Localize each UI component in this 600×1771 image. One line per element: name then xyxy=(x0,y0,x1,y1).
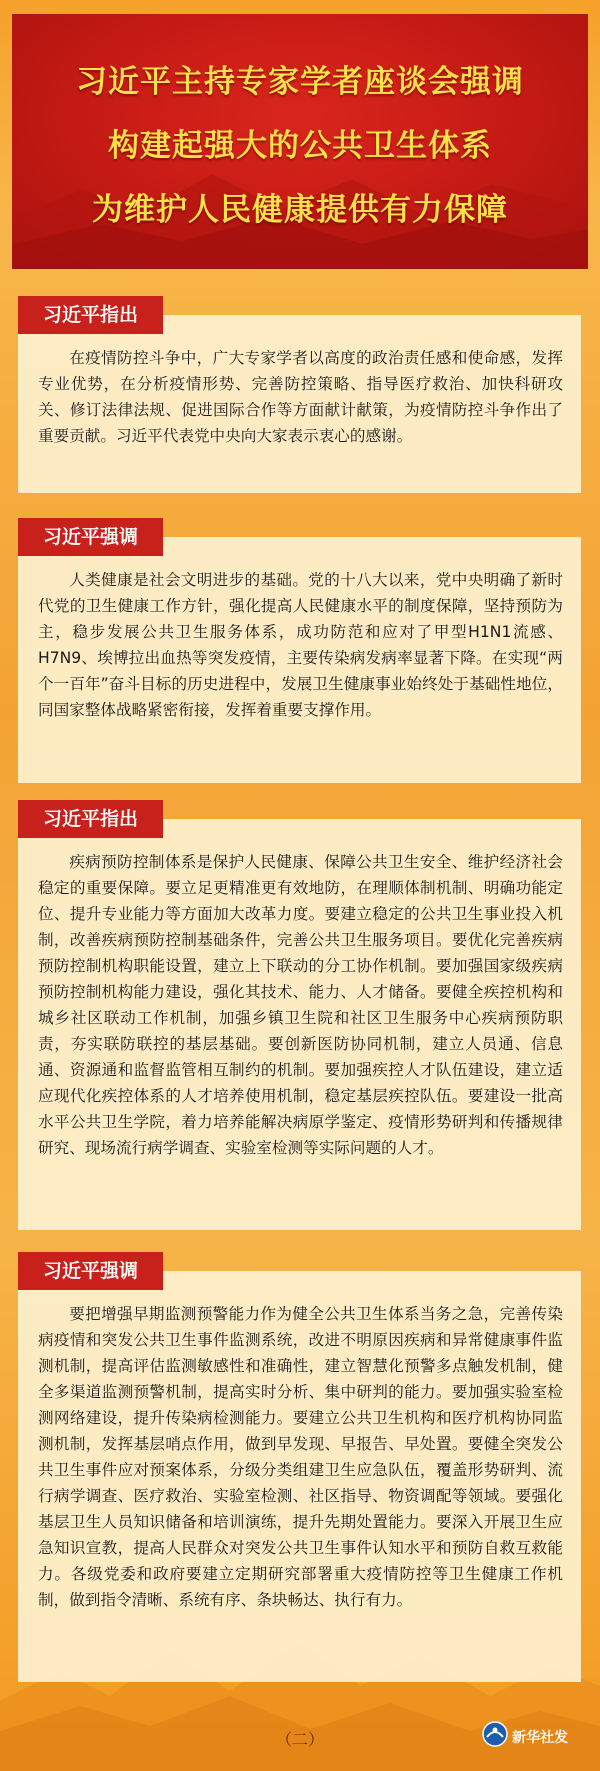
section-2-label: 习近平强调 xyxy=(18,518,163,556)
section-1-panel xyxy=(18,315,581,493)
section-3-text: 疾病预防控制体系是保护人民健康、保障公共卫生安全、维护经济社会稳定的重要保障。要立足更精准更有效地防，在理顺体制机制、明确功能定位、提升专业能力等方面加大改革力度。要建立稳定的公共卫生事业投入机制，改善疾病预防控制基础条件，完善公共卫生服务项目。要优化完善疾病预防控制机构职能设置，建立上下联动的分工协作机制。要加强国家级疾病预防控制机构能力建设，强化其技术、能力、人才储备。要健全疾控机构和城乡社区联动工作机制，加强乡镇卫生院和社区卫生服务中心疾病预防职责，夯实联防联控的基层基础。要创新医防协同机制，建立人员通、信息通、资源通和监督监管相互制约的机制。要加强疾控人才队伍建设，建立适应现代化疾控体系的人才培养使用机制，稳定基层疾控队伍。要建设一批高水平公共卫生学院，着力培养能解决病原学鉴定、疫情形势研判和传播规律研究、现场流行病学调查、实验室检测等实际问题的人才。 xyxy=(38,853,563,1157)
page-title-line-3: 为维护人民健康提供有力保障 xyxy=(92,192,508,228)
section-3-panel xyxy=(18,819,581,1230)
section-4 xyxy=(18,1252,581,1682)
section-4-label: 习近平强调 xyxy=(18,1252,163,1290)
xinhua-logo-icon xyxy=(482,1721,508,1747)
section-4-panel xyxy=(18,1271,581,1682)
page-title-line-1: 习近平主持专家学者座谈会强调 xyxy=(76,64,524,100)
section-2 xyxy=(18,518,581,783)
publisher-credit: 新华社发 xyxy=(512,1730,568,1746)
section-1-text: 在疫情防控斗争中，广大专家学者以高度的政治责任感和使命感，发挥专业优势，在分析疫情形势、完善防控策略、指导医疗救治、加快科研攻关、修订法律法规、促进国际合作等方面献计献策，为疫情防控斗争作出了重要贡献。习近平代表党中央向大家表示衷心的感谢。 xyxy=(38,349,563,445)
section-3 xyxy=(18,800,581,1230)
section-1 xyxy=(18,296,581,493)
header-banner xyxy=(12,14,588,269)
section-1-label: 习近平指出 xyxy=(18,296,163,334)
section-2-panel xyxy=(18,537,581,783)
section-2-text: 人类健康是社会文明进步的基础。党的十八大以来，党中央明确了新时代党的卫生健康工作方针，强化提高人民健康水平的制度保障，坚持预防为主，稳步发展公共卫生服务体系，成功防范和应对了甲型H1N1流感、H7N9、埃博拉出血热等突发疫情，主要传染病发病率显著下降。在实现“两个一百年”奋斗目标的历史进程中，发展卫生健康事业始终处于基础性地位，同国家整体战略紧密衔接，发挥着重要支撑作用。 xyxy=(38,571,563,719)
section-3-label: 习近平指出 xyxy=(18,800,163,838)
section-4-text: 要把增强早期监测预警能力作为健全公共卫生体系当务之急，完善传染病疫情和突发公共卫生事件监测系统，改进不明原因疾病和异常健康事件监测机制，提高评估监测敏感性和准确性，建立智慧化预警多点触发机制，健全多渠道监测预警机制，提高实时分析、集中研判的能力。要加强实验室检测网络建设，提升传染病检测能力。要建立公共卫生机构和医疗机构协同监测机制，发挥基层哨点作用，做到早发现、早报告、早处置。要健全突发公共卫生事件应对预案体系，分级分类组建卫生应急队伍，覆盖形势研判、流行病学调查、医疗救治、实验室检测、社区指导、物资调配等领域。要强化基层卫生人员知识储备和培训演练，提升先期处置能力。要深入开展卫生应急知识宣教，提高人民群众对突发公共卫生事件认知水平和预防自救互救能力。各级党委和政府要建立定期研究部署重大疫情防控等卫生健康工作机制，做到指令清晰、系统有序、条块畅达、执行有力。 xyxy=(38,1305,563,1609)
page-number: （二） xyxy=(275,1730,324,1749)
page-title-line-2: 构建起强大的公共卫生体系 xyxy=(108,128,492,164)
